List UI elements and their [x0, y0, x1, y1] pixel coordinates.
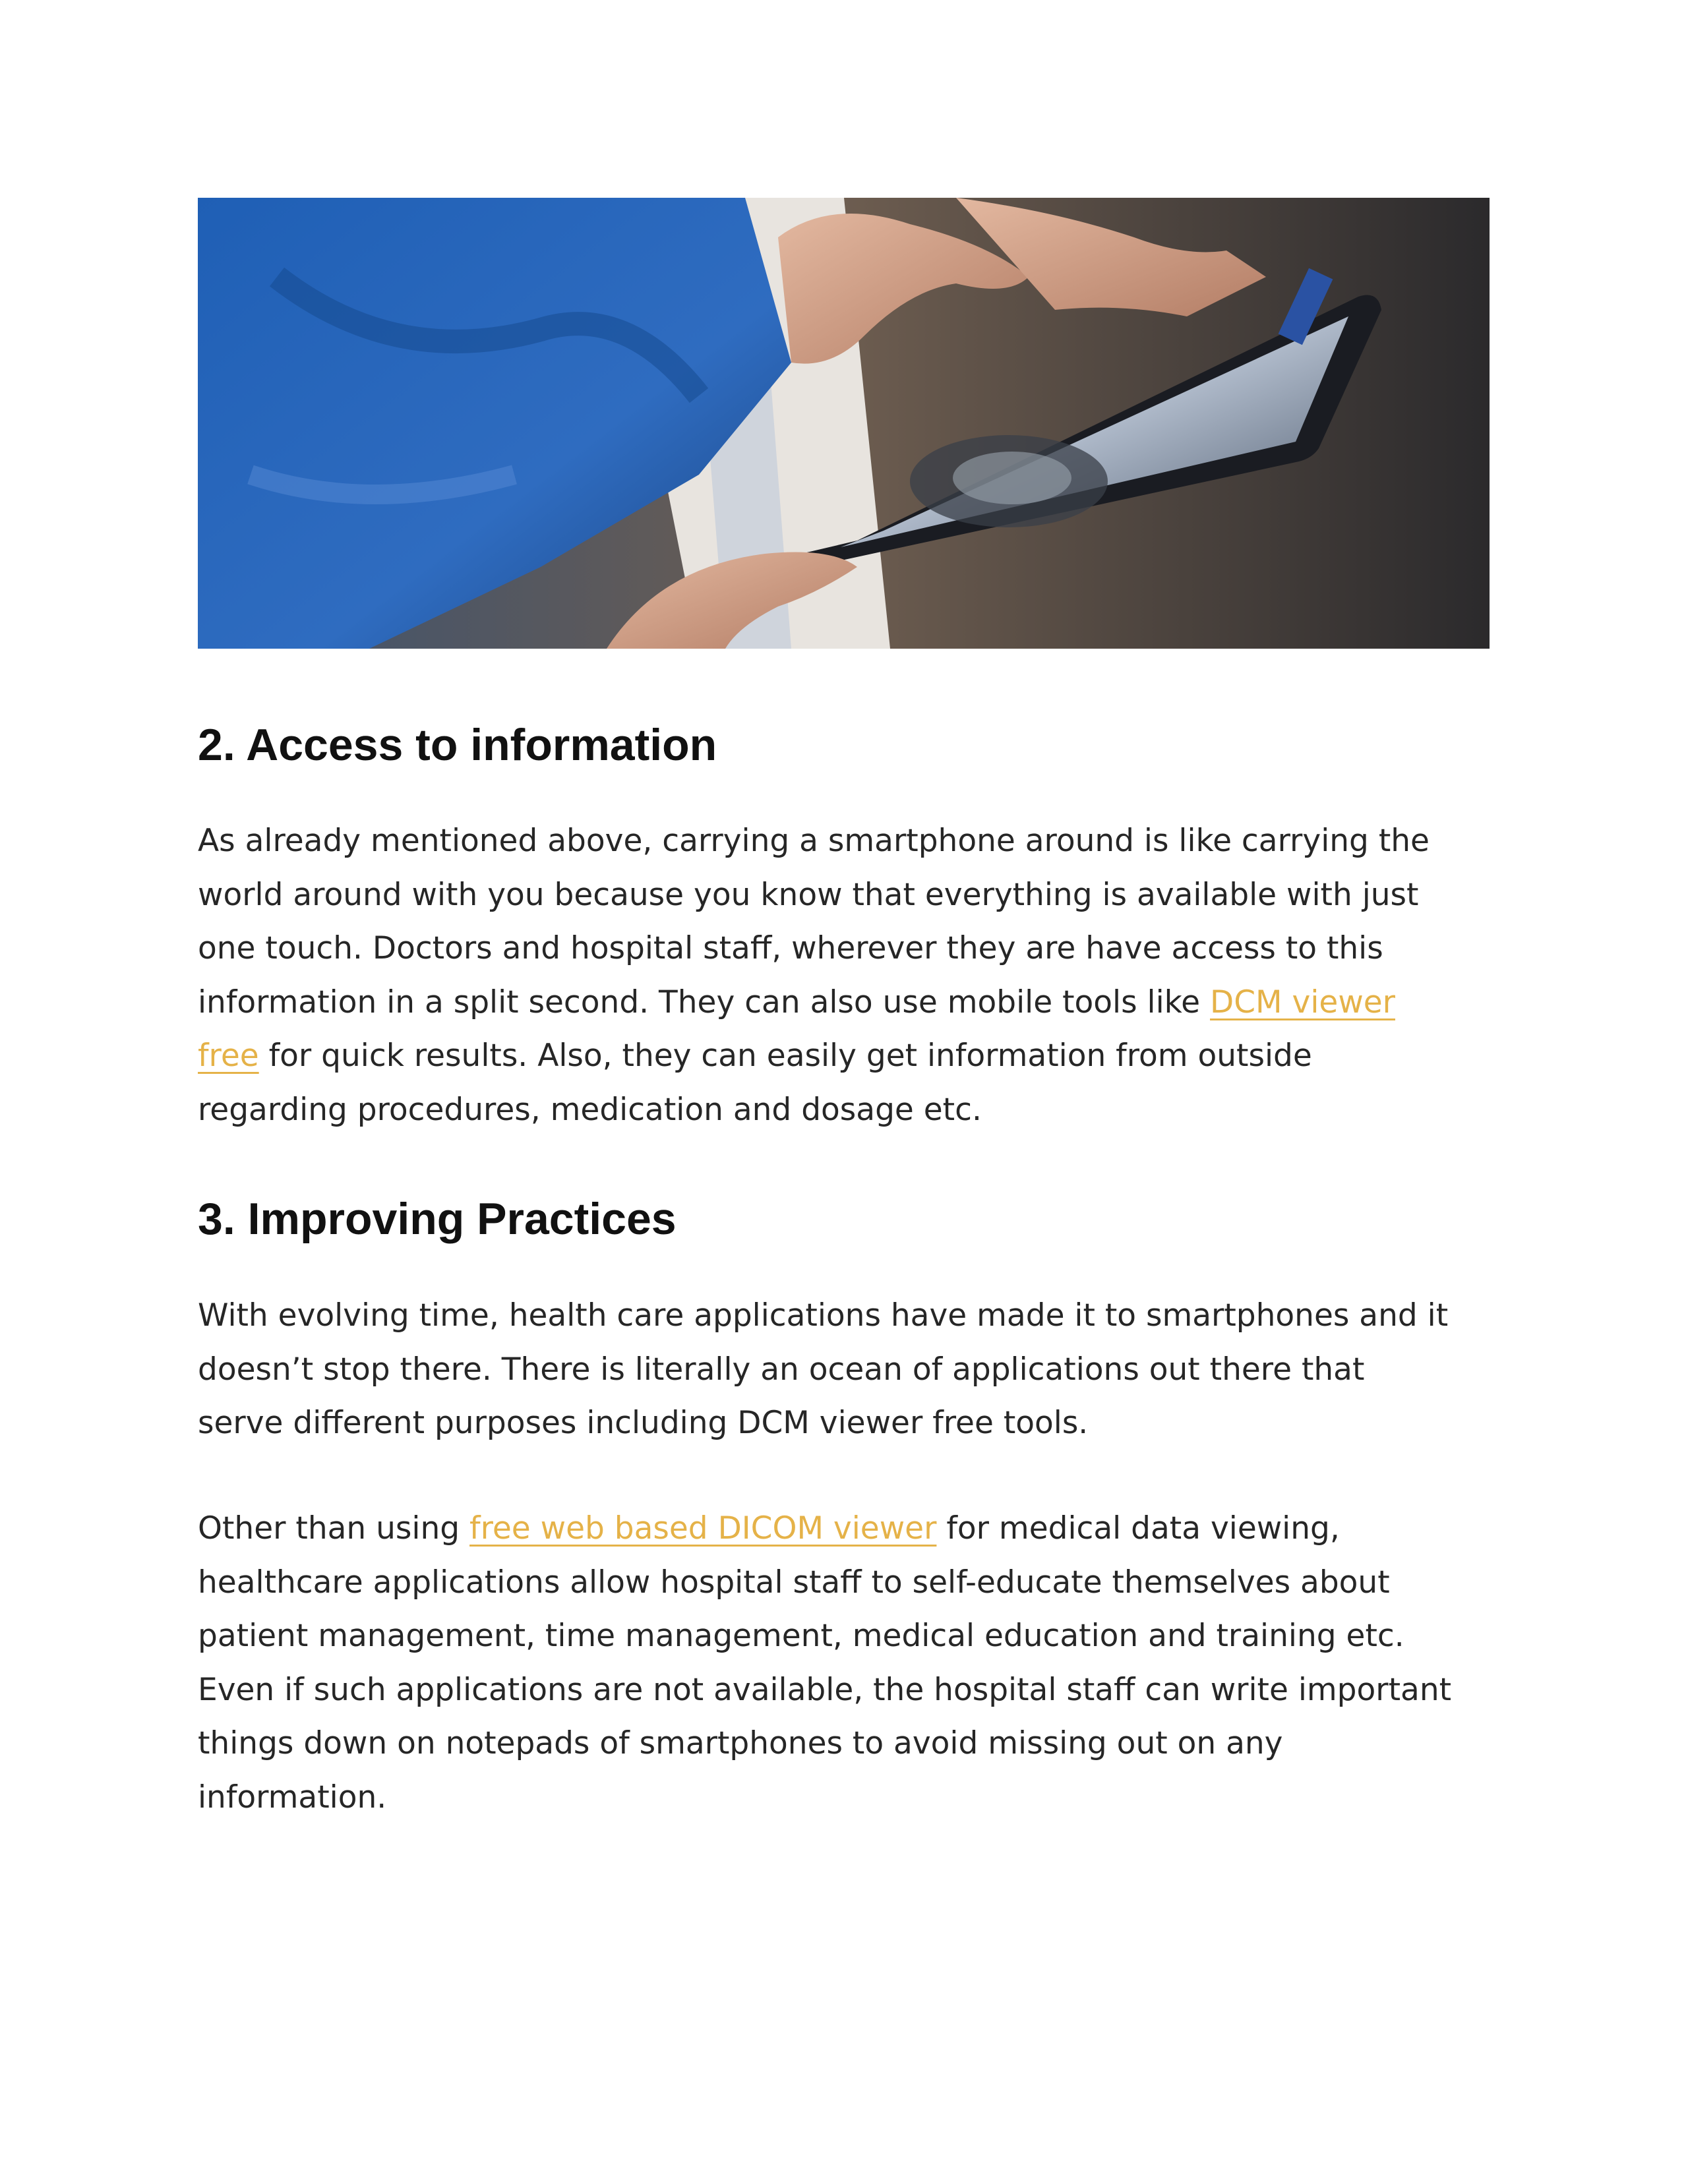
- text-line: regarding procedures, medication and dosage etc.: [198, 1091, 982, 1128]
- text-line: information.: [198, 1779, 387, 1815]
- dicom-viewer-link[interactable]: free web based DICOM viewer: [469, 1510, 937, 1547]
- text-line: With evolving time, health care applications have made it to smartphones and it: [198, 1297, 1449, 1334]
- text-line: Other than using: [198, 1510, 470, 1547]
- text-line: doesn’t stop there. There is literally an ocean of applications out there that: [198, 1351, 1365, 1388]
- paragraph-practices-1: [198, 1289, 1503, 1450]
- section-heading-access: 2. Access to information: [198, 720, 717, 770]
- text-line: for medical data viewing,: [936, 1510, 1340, 1547]
- link-text: DCM viewer: [1210, 984, 1395, 1020]
- text-line: world around with you because you know that everything is available with just: [198, 876, 1419, 913]
- hero-image: [198, 198, 1490, 649]
- text-line: things down on notepads of smartphones to avoid missing out on any: [198, 1725, 1283, 1762]
- text-line: one touch. Doctors and hospital staff, wherever they are have access to this: [198, 930, 1383, 967]
- text-line: information in a split second. They can also use mobile tools like: [198, 984, 1211, 1020]
- text-line: serve different purposes including DCM viewer free tools.: [198, 1405, 1089, 1442]
- paragraph-practices-2: [198, 1502, 1503, 1825]
- text-line: for quick results. Also, they can easily get information from outside: [258, 1038, 1312, 1075]
- tablet-medical-image-icon: [198, 198, 1490, 649]
- text-line: patient management, time management, medical education and training etc.: [198, 1618, 1404, 1655]
- paragraph-access: [198, 814, 1503, 1137]
- text-line: healthcare applications allow hospital staff to self-educate themselves about: [198, 1564, 1390, 1601]
- text-line: As already mentioned above, carrying a smartphone around is like carrying the: [198, 823, 1430, 859]
- section-heading-practices: 3. Improving Practices: [198, 1194, 677, 1244]
- text-line: Even if such applications are not available, the hospital staff can write important: [198, 1671, 1452, 1708]
- link-text: free: [198, 1038, 259, 1075]
